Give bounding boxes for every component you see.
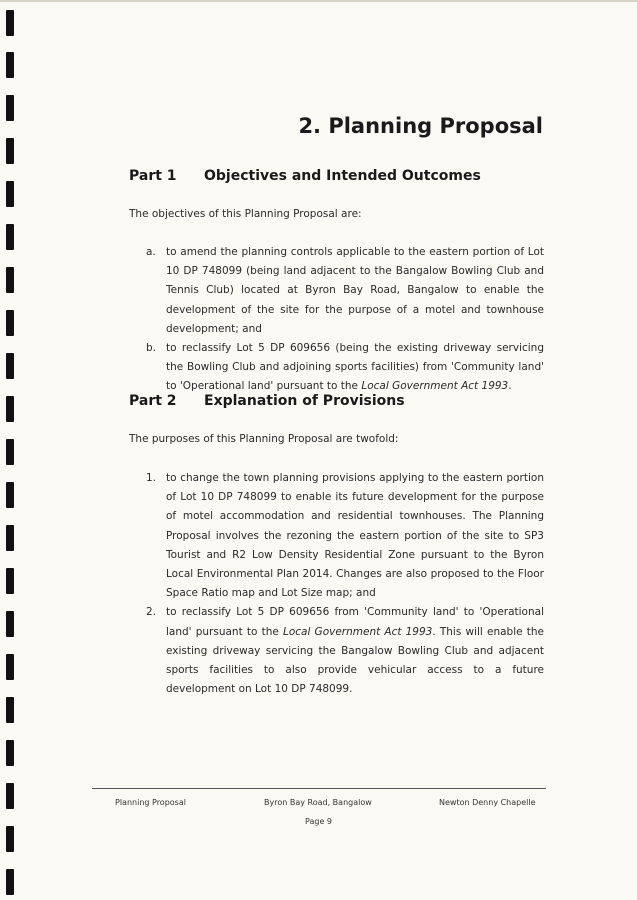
binding-hole — [6, 439, 14, 465]
binding-hole — [6, 826, 14, 852]
act-reference: Local Government Act 1993 — [361, 380, 509, 393]
binding-hole — [6, 869, 14, 895]
list-item-text: to amend the planning controls applicable to the eastern portion of Lot 10 DP 748099 (being land adjacent to the Bangalow Bowling Club and Tennis Club) located at Byron Bay Road, Bangalow to enable the development of the site for the purpose of a motel and townhouse development; and — [166, 246, 544, 335]
binding-hole — [6, 697, 14, 723]
binding-hole — [6, 654, 14, 680]
list-marker: 1. — [146, 472, 157, 484]
part2-label: Part 2 — [129, 393, 177, 409]
binding-hole — [6, 353, 14, 379]
part1-label: Part 1 — [129, 168, 177, 184]
binding-hole — [6, 740, 14, 766]
part1-heading — [129, 168, 481, 184]
part2-title: Explanation of Provisions — [204, 393, 405, 409]
binding-holes — [6, 0, 16, 900]
page-number: Page 9 — [305, 817, 332, 826]
footer-company: Newton Denny Chapelle — [439, 798, 536, 807]
part2-purposes-list — [146, 469, 544, 699]
part2-heading — [129, 393, 405, 409]
footer-location: Byron Bay Road, Bangalow — [264, 798, 372, 807]
list-item — [146, 339, 544, 397]
binding-hole — [6, 224, 14, 250]
binding-hole — [6, 10, 14, 36]
binding-hole — [6, 310, 14, 336]
act-reference: Local Government Act 1993 — [282, 625, 433, 638]
list-marker: a. — [146, 246, 156, 258]
list-marker: b. — [146, 342, 157, 355]
list-item — [146, 603, 544, 699]
binding-hole — [6, 95, 14, 121]
binding-hole — [6, 525, 14, 551]
binding-hole — [6, 181, 14, 207]
binding-hole — [6, 138, 14, 164]
footer-document-name: Planning Proposal — [115, 798, 186, 807]
list-item-text: to reclassify Lot 5 DP 609656 (being the existing driveway servicing the Bowling Club and adjoining sports facilities) from 'Community land' to 'Operational land' pursuant to the — [166, 342, 544, 393]
binding-hole — [6, 52, 14, 78]
list-item — [146, 243, 544, 339]
binding-hole — [6, 267, 14, 293]
list-item-text-end: . This will enable the existing driveway servicing the Bangalow Bowling Club and adjacent sports facilities to also provide vehicular access to a future development on Lot 10 DP 748099. — [166, 625, 544, 696]
list-item-text: to change the town planning provisions applying to the eastern portion of Lot 10 DP 748099 to enable its future development for the purpose of motel accommodation and residential townhouses. The Planning Proposal involves the rezoning the eastern portion of the site to SP3 Tourist and R2 Low Density Residential Zone pursuant to the Byron Local Environmental Plan 2014. Changes are also proposed to the Floor Space Ratio map and Lot Size map; and — [166, 472, 544, 600]
binding-hole — [6, 783, 14, 809]
list-item-text-end: . — [508, 380, 512, 393]
part2-intro: The purposes of this Planning Proposal are twofold: — [129, 433, 399, 445]
part1-objectives-list — [146, 243, 544, 397]
binding-hole — [6, 396, 14, 422]
part1-title: Objectives and Intended Outcomes — [204, 168, 481, 184]
list-item — [146, 469, 544, 603]
binding-hole — [6, 568, 14, 594]
list-item-text: to reclassify Lot 5 DP 609656 from 'Community land' to 'Operational land' pursuant to the — [166, 606, 544, 638]
footer-divider — [92, 788, 546, 789]
binding-hole — [6, 482, 14, 508]
page-title: 2. Planning Proposal — [298, 114, 543, 138]
list-marker: 2. — [146, 606, 157, 619]
part1-intro: The objectives of this Planning Proposal are: — [129, 208, 362, 220]
page-top-edge — [0, 0, 637, 2]
binding-hole — [6, 611, 14, 637]
